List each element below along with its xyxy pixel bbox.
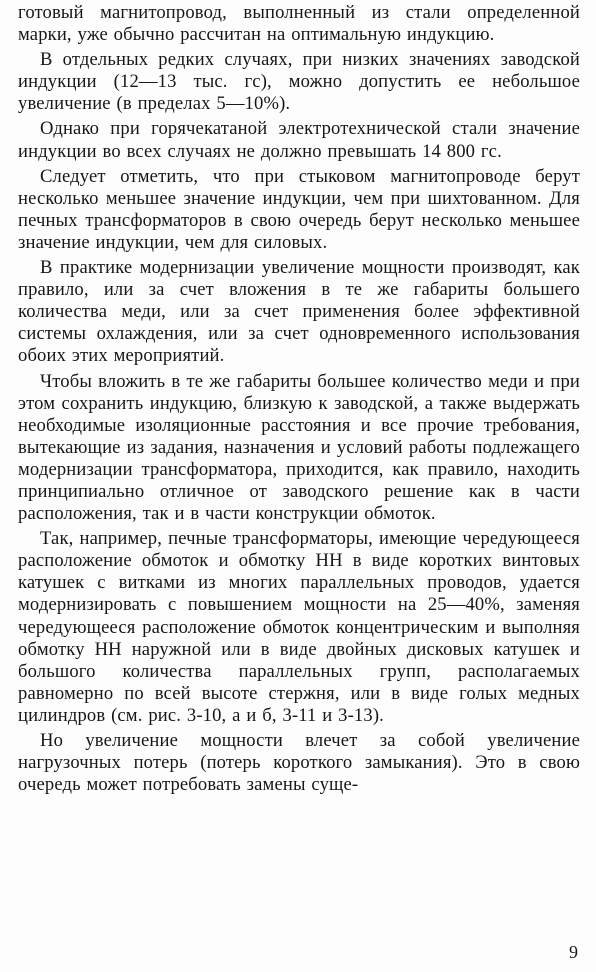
paragraph-load-losses: Но увеличение мощности влечет за собой увеличение нагрузочных потерь (потерь короткого замыкания). Это в свою очередь может потребовать замены суще- — [18, 730, 580, 796]
paragraph-furnace-transformers: Так, например, печные трансформаторы, имеющие чередующееся расположение обмоток и обмотку НН в виде коротких винтовых катушек с витками из многих параллельных проводов, удается модернизировать с повышением мощности на 25—40%, заменяя чередующееся расположение обмоток концентрическим и выполняя обмотку НН наружной или в виде двойных дисковых катушек и большого количества параллельных групп, располагаемых равномерно по всей высоте стержня, или в виде голых медных цилиндров (см. рис. 3-10, а и б, 3-11 и 3-13). — [18, 528, 580, 726]
paragraph-continuation: готовый магнитопровод, выполненный из стали определенной марки, уже обычно рассчитан на оптимальную индукцию. — [18, 2, 580, 46]
paragraph-butt-joint-core: Следует отметить, что при стыковом магнитопроводе берут несколько меньшее значение индукции, чем при шихтованном. Для печных трансформаторов в свою очередь берут несколько меньшее значение индукции, чем для силовых. — [18, 165, 580, 253]
paragraph-hot-rolled-steel: Однако при горячекатаной электротехнической стали значение индукции во всех случаях не должно превышать 14 800 гс. — [18, 118, 580, 162]
paragraph-rare-cases: В отдельных редких случаях, при низких значениях заводской индукции (12—13 тыс. гс), можно допустить ее небольшое увеличение (в пределах 5—10%). — [18, 49, 580, 115]
paragraph-more-copper: Чтобы вложить в те же габариты большее количество меди и при этом сохранить индукцию, близкую к заводской, а также выдержать необходимые изоляционные расстояния и все прочие требования, вытекающие из задания, назначения и условий работы подлежащего модернизации трансформатора, приходится, как правило, находить принципиально отличное от заводского решение как в части расположения, так и в части конструкции обмоток. — [18, 370, 580, 525]
paragraph-modernization-practice: В практике модернизации увеличение мощности производят, как правило, или за счет вложения в те же габариты большего количества меди, или за счет применения более эффективной системы охлаждения, или за счет одновременного использования обоих этих мероприятий. — [18, 257, 580, 367]
body-text — [18, 2, 580, 799]
page-number: 9 — [569, 942, 578, 962]
